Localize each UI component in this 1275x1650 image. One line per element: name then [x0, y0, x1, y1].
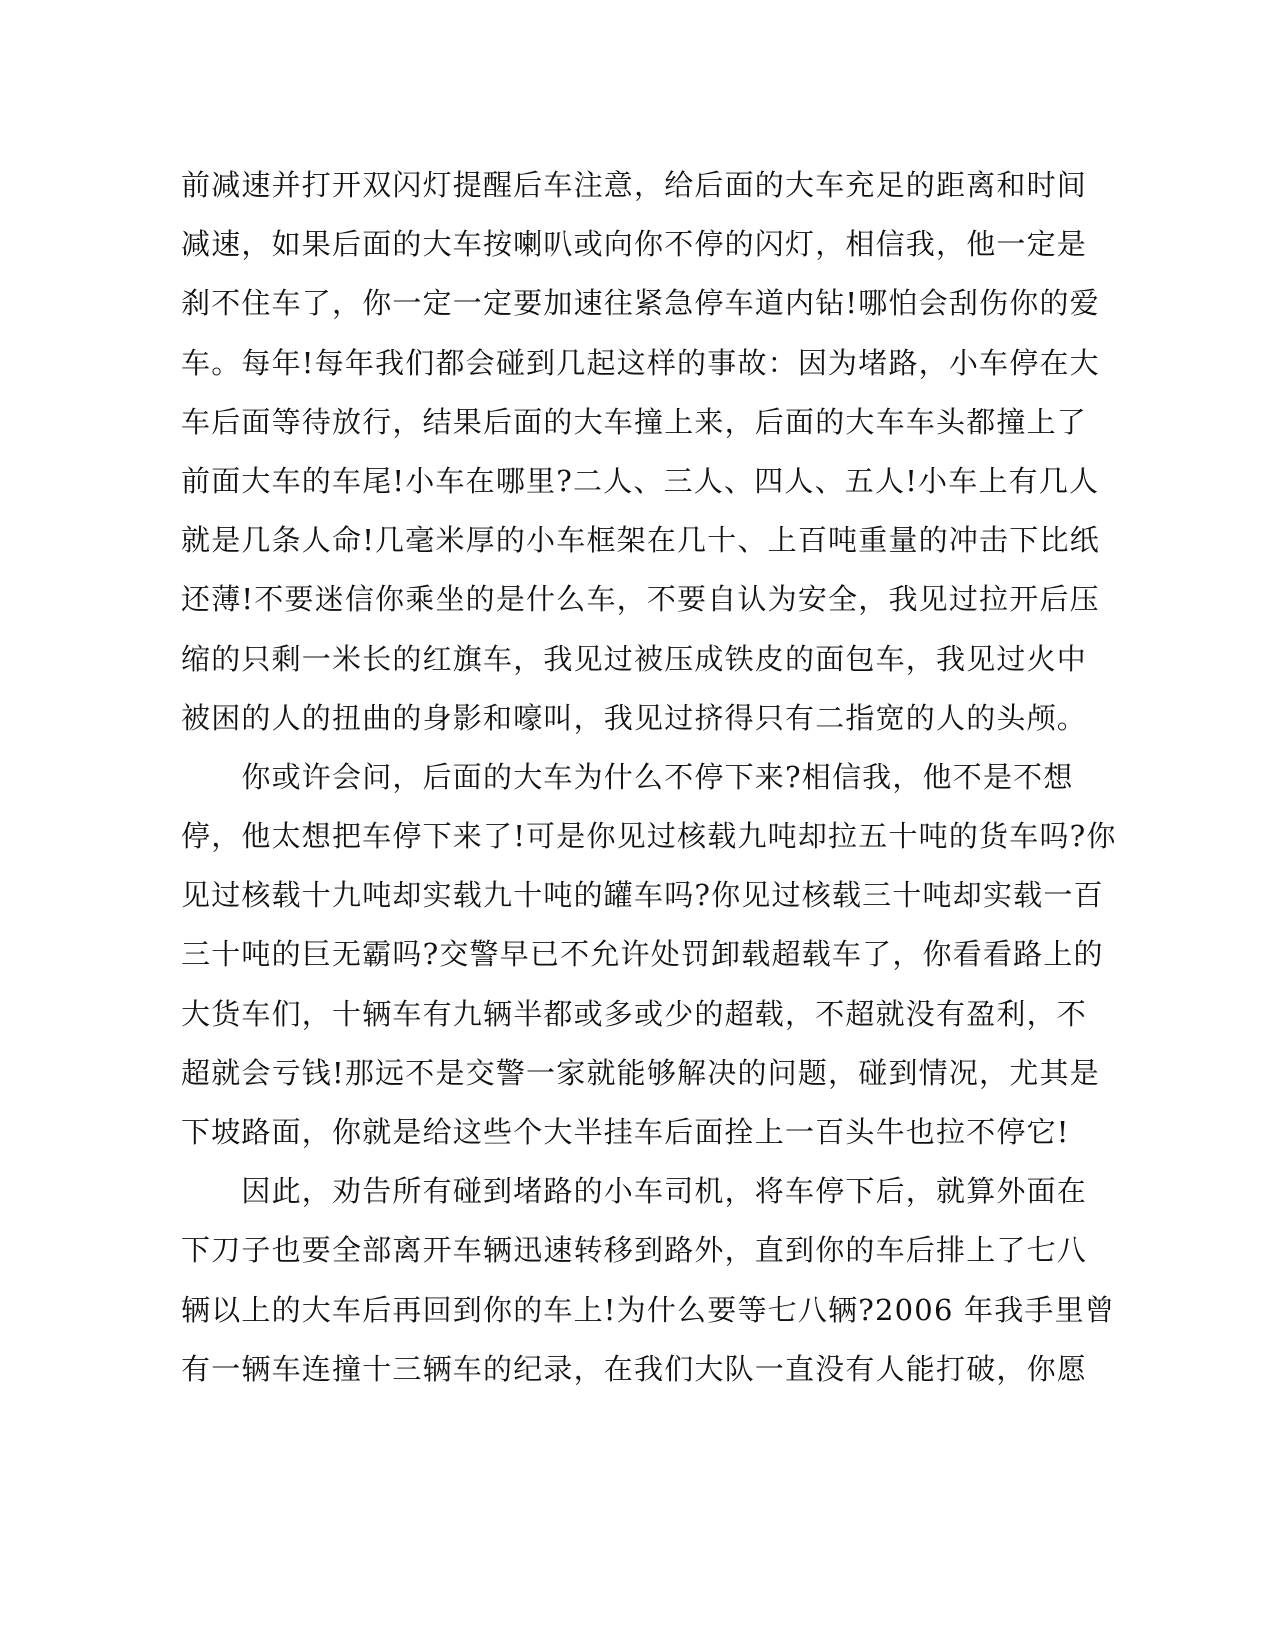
text-line: 缩的只剩一米长的红旗车，我见过被压成铁皮的面包车，我见过火中: [181, 641, 1088, 676]
text-line: 大货车们，十辆车有九辆半都或多或少的超载，不超就没有盈利，不: [181, 996, 1088, 1031]
text-line: 见过核载十九吨却实载九十吨的罐车吗?你见过核载三十吨却实载一百: [181, 878, 1104, 913]
text-line: 辆以上的大车后再回到你的车上!为什么要等七八辆?2006 年我手里曾: [181, 1292, 1116, 1327]
text-line: 就是几条人命!几毫米厚的小车框架在几十、上百吨重量的冲击下比纸: [181, 523, 1100, 558]
text-line: 减速，如果后面的大车按喇叭或向你不停的闪灯，相信我，他一定是: [181, 227, 1088, 262]
text-line: 三十吨的巨无霸吗?交警早已不允许处罚卸载超载车了，你看看路上的: [181, 937, 1104, 972]
text-line: 前减速并打开双闪灯提醒后车注意，给后面的大车充足的距离和时间: [181, 168, 1088, 202]
text-line: 超就会亏钱!那远不是交警一家就能够解决的问题，碰到情况，尤其是: [181, 1055, 1100, 1090]
text-line: 有一辆车连撞十三辆车的纪录，在我们大队一直没有人能打破，你愿: [181, 1351, 1088, 1386]
text-line: 被困的人的扭曲的身影和嚎叫，我见过挤得只有二指宽的人的头颅。: [181, 700, 1088, 735]
text-line: 下刀子也要全部离开车辆迅速转移到路外，直到你的车后排上了七八: [181, 1233, 1088, 1268]
text-line: 因此，劝告所有碰到堵路的小车司机，将车停下后，就算外面在: [181, 1174, 1088, 1209]
text-line: 车后面等待放行，结果后面的大车撞上来，后面的大车车头都撞上了: [181, 404, 1088, 439]
text-line: 前面大车的车尾!小车在哪里?二人、三人、四人、五人!小车上有几人: [181, 463, 1100, 498]
text-line: 下坡路面，你就是给这些个大半挂车后面拴上一百头牛也拉不停它!: [181, 1115, 1070, 1149]
text-line: 你或许会问，后面的大车为什么不停下来?相信我，他不是不想: [181, 759, 1074, 794]
text-line: 刹不住车了，你一定一定要加速往紧急停车道内钻!哪怕会刮伤你的爱: [181, 286, 1100, 321]
text-line: 还薄!不要迷信你乘坐的是什么车，不要自认为安全，我见过拉开后压: [181, 582, 1100, 617]
text-line: 车。每年!每年我们都会碰到几起这样的事故：因为堵路，小车停在大: [181, 345, 1100, 380]
text-line: 停，他太想把车停下来了!可是你见过核载九吨却拉五十吨的货车吗?你: [181, 819, 1117, 854]
body-text: [181, 156, 1117, 1399]
